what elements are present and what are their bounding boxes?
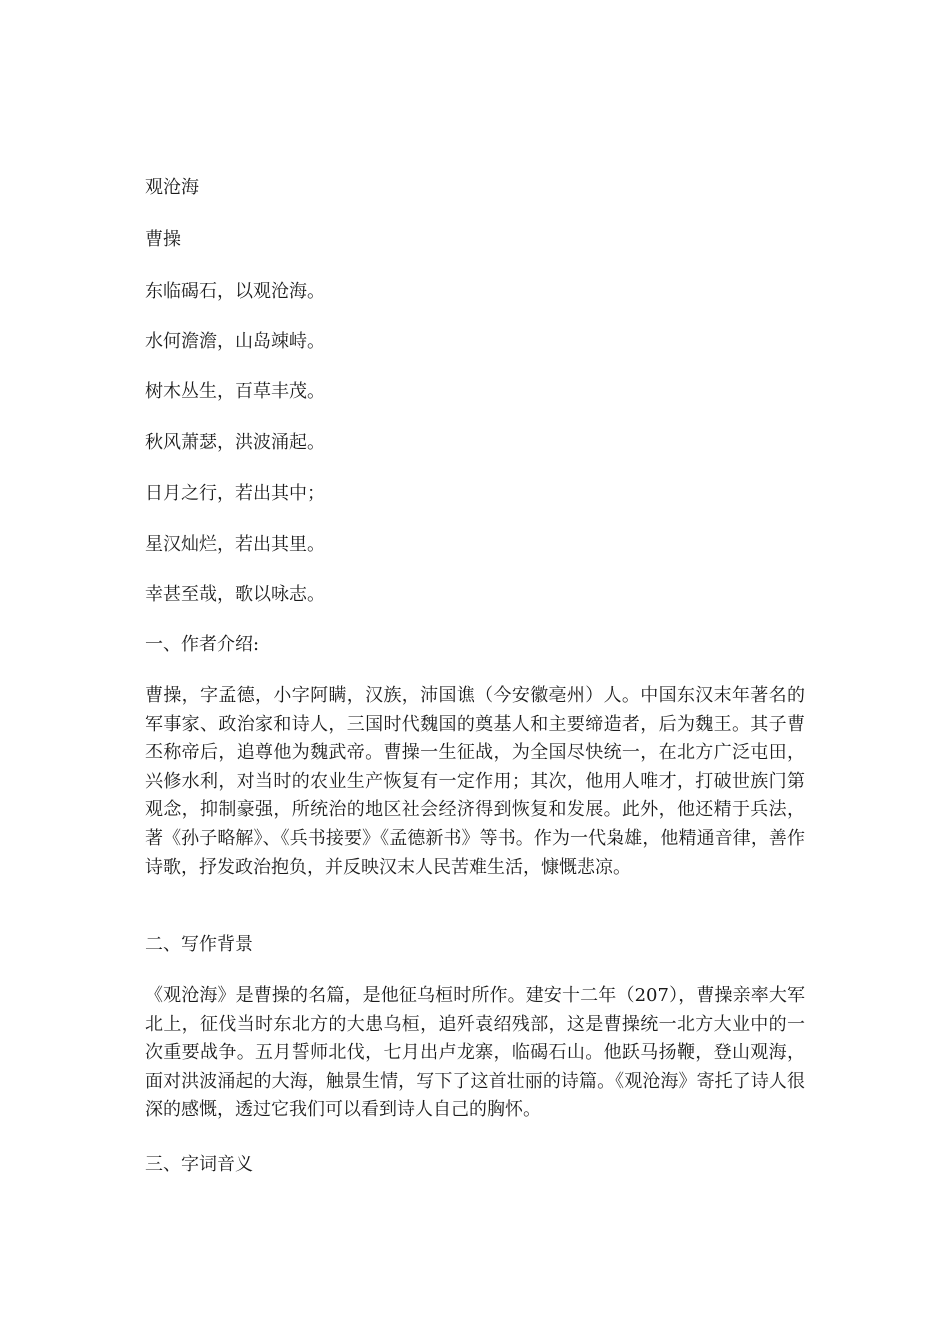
section-heading-vocabulary: 三、字词音义 xyxy=(145,1154,253,1175)
poem-line: 日月之行，若出其中； xyxy=(145,483,325,504)
poem-line: 幸甚至哉，歌以咏志。 xyxy=(145,584,325,605)
poem-title: 观沧海 xyxy=(145,177,199,198)
poem-line: 星汉灿烂，若出其里。 xyxy=(145,534,325,555)
poem-author: 曹操 xyxy=(145,229,181,250)
section-heading-author-intro: 一、作者介绍: xyxy=(145,634,260,655)
background-paragraph: 《观沧海》是曹操的名篇，是他征乌桓时所作。建安十二年（207），曹操亲率大军北上，征伐当时东北方的大患乌桓，追歼袁绍残部，这是曹操统一北方大业中的一次重要战争。五月誓师北伐，七月出卢龙寨，临碣石山。他跃马扬鞭，登山观海，面对洪波涌起的大海，触景生情，写下了这首壮丽的诗篇。《观沧海》寄托了诗人很深的感慨，透过它我们可以看到诗人自己的胸怀。 xyxy=(145,985,805,1121)
section-heading-background: 二、写作背景 xyxy=(145,934,253,955)
poem-line: 秋风萧瑟，洪波涌起。 xyxy=(145,432,325,453)
poem-line: 东临碣石，以观沧海。 xyxy=(145,281,325,302)
poem-line: 水何澹澹，山岛竦峙。 xyxy=(145,331,325,352)
poem-line: 树木丛生，百草丰茂。 xyxy=(145,381,325,402)
author-intro-paragraph: 曹操，字孟德，小字阿瞒，汉族，沛国谯（今安徽亳州）人。中国东汉末年著名的军事家、政治家和诗人，三国时代魏国的奠基人和主要缔造者，后为魏王。其子曹丕称帝后，追尊他为魏武帝。曹操一生征战，为全国尽快统一，在北方广泛屯田，兴修水利，对当时的农业生产恢复有一定作用；其次，他用人唯才，打破世族门第观念，抑制豪强，所统治的地区社会经济得到恢复和发展。此外，他还精于兵法，著《孙子略解》、《兵书接要》《孟德新书》等书。作为一代枭雄，他精通音律，善作诗歌，抒发政治抱负，并反映汉末人民苦难生活，慷慨悲凉。 xyxy=(145,685,805,878)
